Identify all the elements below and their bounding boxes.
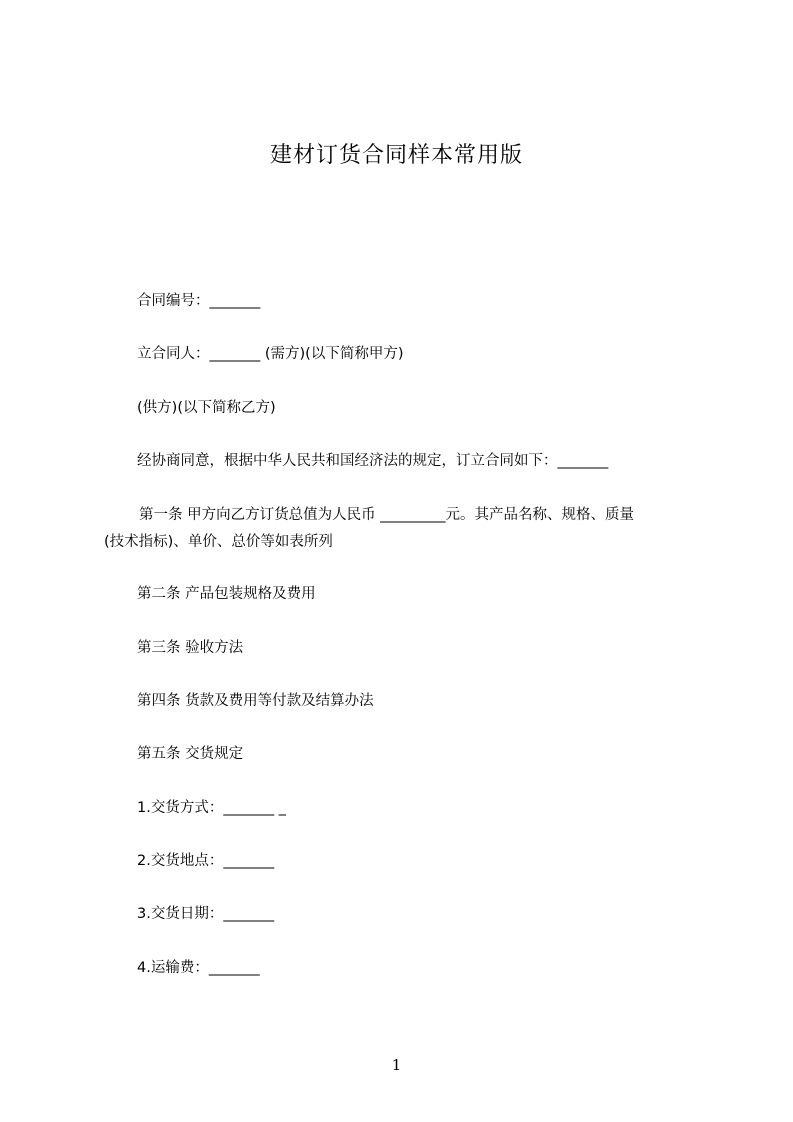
delivery-date-item: 3.交货日期：_______: [137, 906, 275, 922]
preamble-paragraph: 经协商同意，根据中华人民共和国经济法的规定，订立合同如下：_______: [137, 453, 609, 469]
delivery-method-item: 1.交货方式：_______ _: [137, 800, 286, 816]
transport-fee-item: 4.运输费：_______: [137, 960, 260, 976]
delivery-location-item: 2.交货地点：_______: [137, 853, 275, 869]
article-1-line-2: (技术指标)、单价、总价等如表所列: [104, 534, 333, 550]
article-5-heading: 第五条 交货规定: [137, 746, 244, 762]
article-4-heading: 第四条 货款及费用等付款及结算办法: [137, 693, 374, 709]
contract-number-line: 合同编号：_______: [137, 293, 261, 309]
supplier-line: (供方)(以下简称乙方): [137, 400, 276, 416]
article-3-heading: 第三条 验收方法: [137, 640, 244, 656]
contract-parties-line: 立合同人：_______ (需方)(以下简称甲方): [137, 346, 404, 362]
page-number: 1: [391, 1056, 402, 1074]
article-1-line-1: 第一条 甲方向乙方订货总值为人民币 _________元。其产品名称、规格、质量: [139, 507, 634, 523]
document-title: 建材订货合同样本常用版: [269, 143, 523, 168]
article-2-heading: 第二条 产品包装规格及费用: [137, 586, 316, 602]
